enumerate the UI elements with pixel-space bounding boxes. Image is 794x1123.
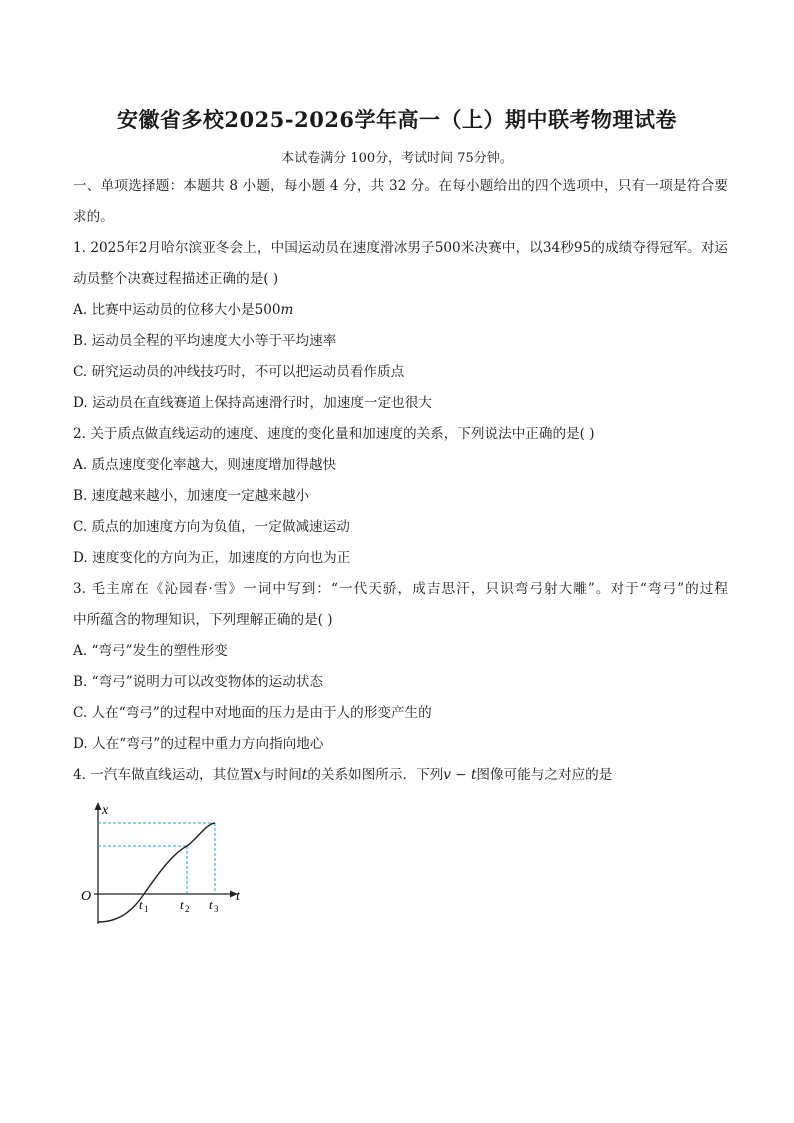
question-3-option-d: D. 人在“弯弓”的过程中重力方向指向地心 (73, 736, 324, 752)
y-axis-arrow-icon (95, 802, 102, 810)
position-time-graph (74, 800, 254, 930)
tick-t2-label: t (180, 897, 184, 912)
question-1-stem: 1. 2025年2月哈尔滨亚冬会上，中国运动员在速度滑冰男子500米决赛中，以34秒95的成绩夺得冠军。对运 (73, 240, 728, 256)
question-2-option-c: C. 质点的加速度方向为负值，一定做减速运动 (73, 519, 350, 535)
exam-title: 安徽省多校2025-2026学年高一（上）期中联考物理试卷 (116, 107, 678, 132)
x-axis-label: t (236, 889, 240, 904)
tick-t3-label: t (209, 897, 213, 912)
guide-lines (98, 823, 215, 894)
tick-t1-label: t (139, 897, 143, 912)
section-intro: 一、单项选择题：本题共 8 小题，每小题 4 分，共 32 分。在每小题给出的四个选项中，只有一项是符合要 (73, 178, 728, 194)
section-intro-cont: 求的。 (73, 209, 114, 225)
question-2-option-d: D. 速度变化的方向为正，加速度的方向也为正 (73, 550, 351, 566)
question-1-stem-cont: 动员整个决赛过程描述正确的是( ) (73, 271, 279, 287)
exam-subtitle: 本试卷满分 100分，考试时间 75分钟。 (281, 151, 513, 166)
tick-t1-subscript: 1 (144, 904, 149, 914)
question-3-stem-cont: 中所蕴含的物理知识，下列理解正确的是( ) (73, 612, 333, 628)
question-1-option-b: B. 运动员全程的平均速度大小等于平均速率 (73, 333, 337, 349)
question-3-option-c: C. 人在“弯弓”的过程中对地面的压力是由于人的形变产生的 (73, 705, 432, 721)
question-2-option-b: B. 速度越来越小，加速度一定越来越小 (73, 488, 310, 504)
origin-label: O (81, 889, 92, 904)
question-1-option-a: A. 比赛中运动员的位移大小是500𝑚 (73, 302, 294, 318)
question-3-stem: 3. 毛主席在《沁园春·雪》一词中写到：“一代天骄，成吉思汗，只识弯弓射大雕”。对于“弯弓”的过程 (73, 581, 728, 597)
question-3-option-b: B. “弯弓”说明力可以改变物体的运动状态 (73, 674, 324, 690)
question-1-option-d: D. 运动员在直线赛道上保持高速滑行时，加速度一定也很大 (73, 395, 432, 411)
y-axis-label: x (102, 803, 109, 818)
question-3-option-a: A. “弯弓”发生的塑性形变 (73, 643, 228, 659)
tick-t3-subscript: 3 (214, 904, 219, 914)
question-1-option-c: C. 研究运动员的冲线技巧时，不可以把运动员看作质点 (73, 364, 405, 380)
tick-t2-subscript: 2 (185, 904, 190, 914)
question-2-stem: 2. 关于质点做直线运动的速度、速度的变化量和加速度的关系，下列说法中正确的是( ) (73, 426, 595, 442)
question-4-stem: 4. 一汽车做直线运动，其位置𝑥与时间𝑡的关系如图所示．下列𝑣 − 𝑡图像可能与之对应的是 (73, 767, 613, 783)
position-curve (98, 823, 215, 922)
question-2-option-a: A. 质点速度变化率越大，则速度增加得越快 (73, 457, 337, 473)
